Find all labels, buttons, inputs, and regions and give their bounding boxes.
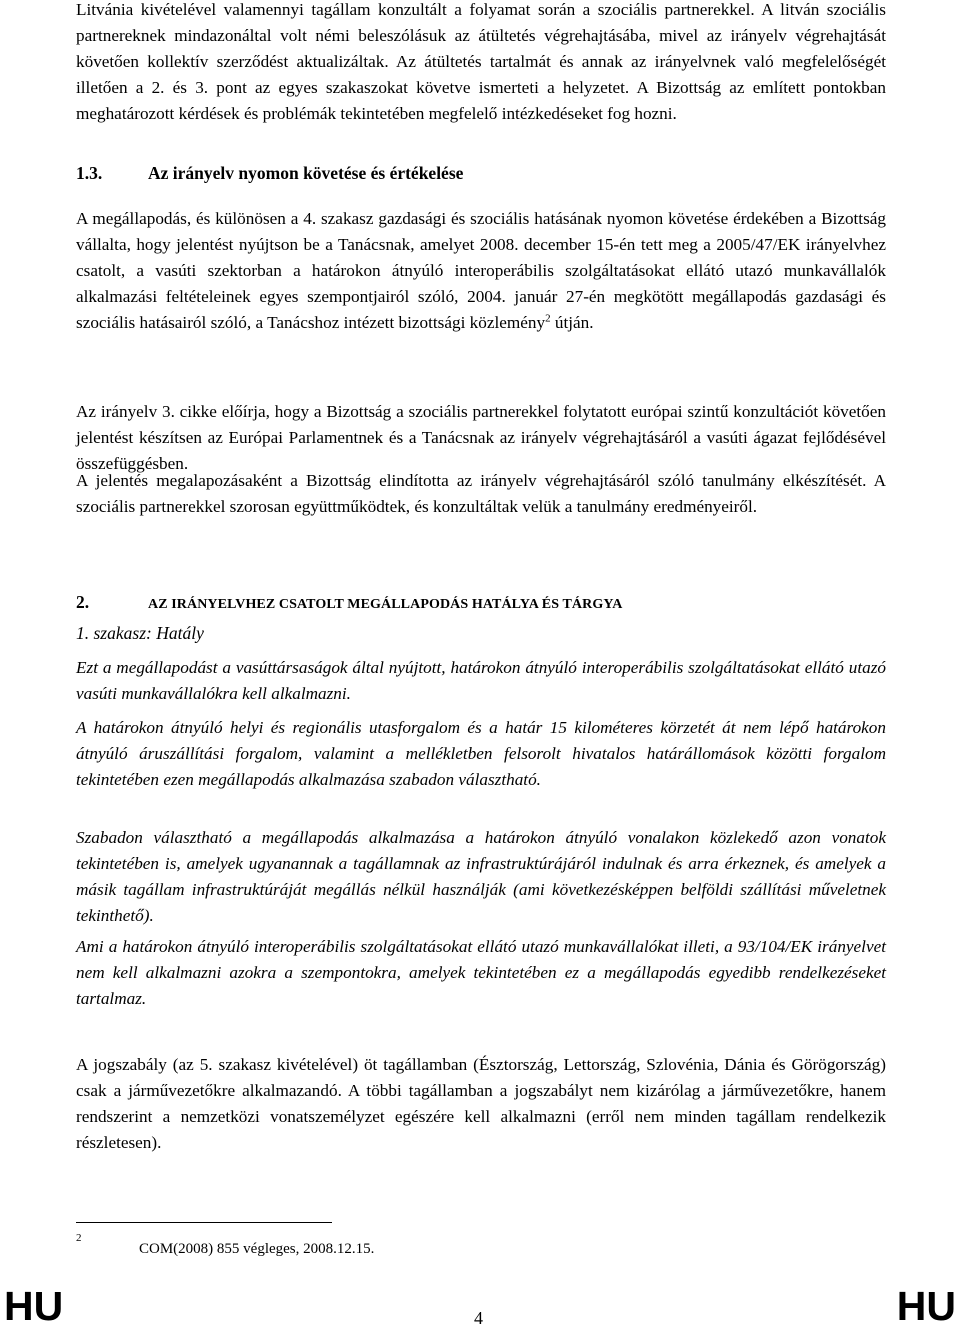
paragraph-scope-4: Ami a határokon átnyúló interoperábilis szolgáltatásokat ellátó utazó munkavállalókat illeti, a 93/104/EK irányelvet nem kell alkalmazni azokra a szempontokra, amelyek tekintetében ez a megállapodás egyedibb rendelkezéseket tartalmaz. [76,937,886,1008]
footnote [76,1232,375,1257]
footnote-mark: 2 [76,1232,82,1244]
paragraph-scope-3: Szabadon választható a megállapodás alkalmazása a határokon átnyúló vonalakon közlekedő azon vonatok tekintetében is, amelyek ugyanannak a tagállamnak az infrastruktúrájáról indulnak és arra érkeznek, és amelyek a másik tagállam infrastruktúráját megállás nélkül használják (ami következésképpen belföldi szállítási műveletnek tekinthető). [76,828,886,925]
section-number: 2. [76,592,90,612]
paragraph-scope-2: A határokon átnyúló helyi és regionális utasforgalom és a határ 15 kilométeres körzetét át nem lépő határokon átnyúló áruszállítási forgalom, valamint a mellékletben felsorolt hivatalos határállomások közötti forgalom tekintetében ezen megállapodás alkalmazása szabadon választható. [76,718,886,789]
section-title: AZ IRÁNYELVHEZ CSATOLT MEGÁLLAPODÁS HATÁLYA ÉS TÁRGYA [148,597,623,612]
paragraph-monitoring-text: A megállapodás, és különösen a 4. szakasz gazdasági és szociális hatásának nyomon követése érdekében a Bizottság vállalta, hogy jelentést nyújtson be a Tanácsnak, amelyet 2008. december 15-én tett meg a 2005/47/EK irányelvhez csatolt, a vasúti szektorban a határokon átnyúló interoperábilis szolgáltatásokat ellátó utazó munkavállalók alkalmazási feltételeinek egyes szempontjairól szóló, 2004. január 27-én megkötött megállapodás gazdasági és szociális hatásairól szóló, a Tanácshoz intézett bizottsági közlemény [76,209,886,332]
footer-language-left: HU [4,1283,64,1329]
paragraph-scope-1: Ezt a megállapodást a vasúttársaságok által nyújtott, határokon átnyúló interoperábilis szolgáltatásokat ellátó utazó vasúti munkavállalókra kell alkalmazni. [76,658,886,703]
subsection-heading-scope: 1. szakasz: Hatály [76,623,204,643]
paragraph-legislation: A jogszabály (az 5. szakasz kivételével) öt tagállamban (Észtország, Lettország, Szlovénia, Dánia és Görögország) csak a járművezetőkre alkalmazandó. A többi tagállamban a jogszabályt nem kizárólag a járművezetőkre, hanem rendszerint a nemzetközi vonatszemélyzet egészére kell alkalmazni (erről nem minden tagállam rendelkezik részletesen). [76,1055,886,1152]
section-title: Az irányelv nyomon követése és értékelése [148,163,464,183]
section-heading-1-3 [76,160,463,186]
footnote-text: COM(2008) 855 végleges, 2008.12.15. [139,1241,375,1257]
footer-language-right: HU [896,1283,956,1329]
footnote-reference[interactable]: 2 [545,312,551,325]
paragraph-monitoring [76,206,886,336]
paragraph-article-3: Az irányelv 3. cikke előírja, hogy a Bizottság a szociális partnerekkel folytatott európai szintű konzultációt követően jelentést készítsen az Európai Parlamentnek és a Tanácsnak az irányelv végrehajtásáról a vasúti ágazat fejlődésével összefüggésben. [76,402,886,473]
section-number: 1.3. [76,163,103,183]
page-number: 4 [474,1308,483,1328]
paragraph-study: A jelentés megalapozásaként a Bizottság elindította az irányelv végrehajtásáról szóló tanulmány elkészítését. A szociális partnerekkel szorosan együttműködtek, és konzultáltak velük a tanulmány eredményeiről. [76,471,886,516]
paragraph-monitoring-end: útján. [550,313,594,332]
paragraph-lithuania-consultation: Litvánia kivételével valamennyi tagállam konzultált a folyamat során a szociális partnerekkel. A litván szociális partnereknek mindazonáltal volt némi beleszólásuk az átültetés végrehajtásába, mivel az irányelv végrehajtását követően kollektív szerződést aktualizáltak. Az átültetés tartalmát és annak az irányelvnek való megfelelőségét illetően a 2. és 3. pont az egyes szakaszokat követve ismerteti a helyzetet. A Bizottság az említett pontokban meghatározott kérdések és problémák tekintetében megfelelő intézkedéseket fog hozni. [76,0,886,123]
footnote-separator [76,1222,332,1223]
section-heading-2 [76,589,622,618]
